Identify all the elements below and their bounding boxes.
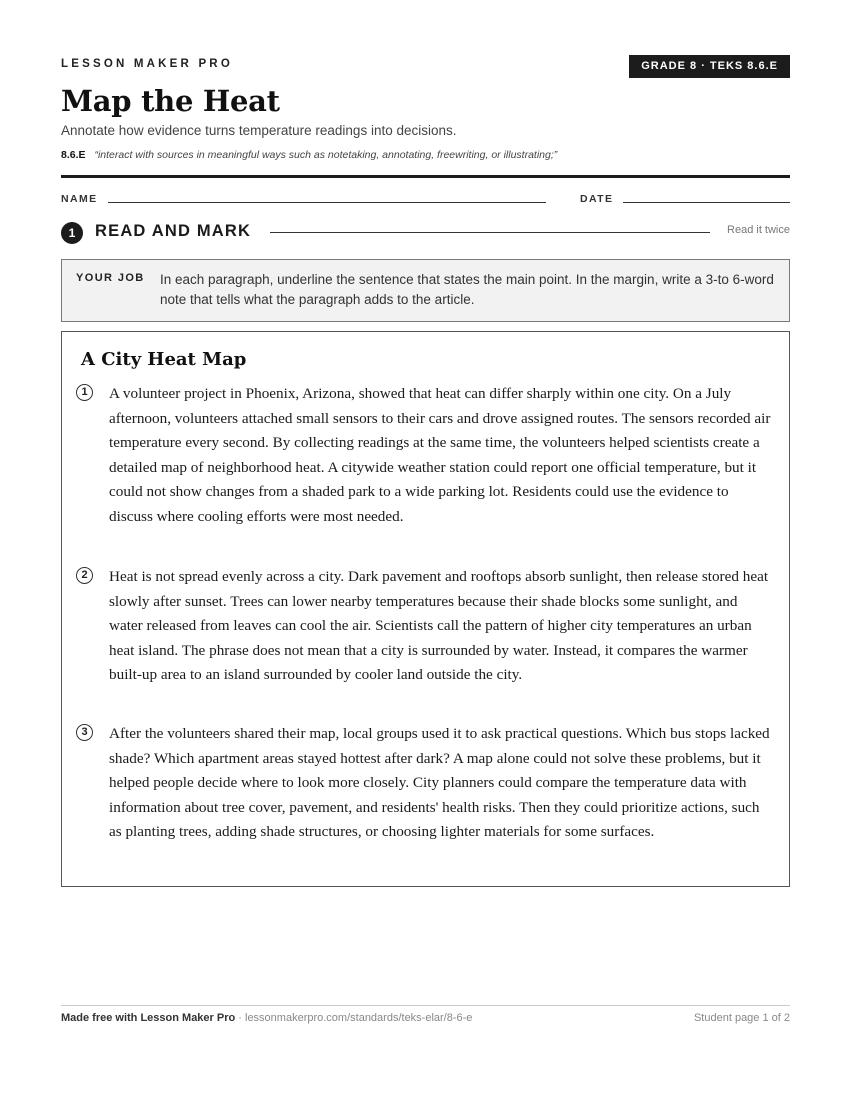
footer-made-with: Made free with Lesson Maker Pro [61, 1012, 236, 1024]
step-number-badge: 1 [61, 222, 83, 244]
paragraph-text: After the volunteers shared their map, local groups used it to ask practical questions. Which bus stops lacked shade? Which apartment areas stayed hottest after dark? A map alone could not solve these problems, but it helped people decide where to look more closely. City planners could compare the temperature data with information about tree cover, pavement, and residents' health risks. Then they could prioritize actions, such as planting trees, adding shade structures, or choosing lighter materials for some surfaces. [109, 725, 770, 840]
paragraph-text: A volunteer project in Phoenix, Arizona, showed that heat can differ sharply within one city. On a July afternoon, volunteers attached small sensors to their cars and drove assigned routes. The sensors recorded air temperature every second. By collecting readings at the same time, the volunteers helped scientists create a detailed map of neighborhood heat. A citywide weather station could report one official temperature, but it could not show changes from a shaded park to a wide parking lot. Residents could use the evidence to discuss where cooling efforts were most needed. [109, 385, 771, 525]
header-divider [61, 175, 790, 178]
student-fields [61, 192, 790, 208]
footer-divider [61, 1005, 790, 1006]
page-title: Map the Heat [61, 84, 280, 118]
article-paragraph [81, 382, 774, 529]
paragraph-number: 2 [76, 567, 93, 584]
job-instructions: In each paragraph, underline the sentence that states the main point. In the margin, write a 3-to 6-word note that tells what the paragraph adds to the article. [160, 272, 774, 307]
grade-badge: GRADE 8 · TEKS 8.6.E [629, 55, 790, 78]
section-hint: Read it twice [727, 224, 790, 236]
name-field[interactable] [108, 202, 546, 203]
date-label: DATE [580, 193, 614, 205]
job-box [61, 259, 790, 322]
brand-name: LESSON MAKER PRO [61, 58, 233, 70]
article-box [61, 331, 790, 887]
job-label: YOUR JOB [76, 272, 145, 284]
standard-code: 8.6.E [61, 149, 86, 161]
footer-url: · lessonmakerpro.com/standards/teks-elar/8-6-e [235, 1012, 473, 1024]
article-paragraph [81, 722, 774, 845]
footer-credit [61, 1012, 472, 1024]
article-title: A City Heat Map [81, 349, 247, 370]
section-header [61, 220, 790, 244]
footer-page-number: Student page 1 of 2 [693, 1012, 790, 1024]
section-title: READ AND MARK [95, 222, 252, 240]
page-subtitle: Annotate how evidence turns temperature readings into decisions. [61, 123, 457, 138]
paragraph-text: Heat is not spread evenly across a city. Dark pavement and rooftops absorb sunlight, then release stored heat slowly after sunset. Trees can lower nearby temperatures because their shade blocks some sunlight, and water released from leaves can cool the air. Scientists call the pattern of higher city temperatures an urban heat island. The phrase does not mean that a city is surrounded by water. Instead, it compares the warmer built-up area to an island surrounded by cooler land outside the city. [109, 568, 769, 683]
paragraph-number: 1 [76, 384, 93, 401]
standard-reference [61, 149, 557, 161]
standard-text: “interact with sources in meaningful ways such as notetaking, annotating, freewriting, or illustrating;” [94, 149, 558, 161]
date-field[interactable] [623, 202, 790, 203]
paragraph-number: 3 [76, 724, 93, 741]
name-label: NAME [61, 193, 98, 205]
section-divider [270, 232, 710, 233]
article-paragraph [81, 565, 774, 688]
